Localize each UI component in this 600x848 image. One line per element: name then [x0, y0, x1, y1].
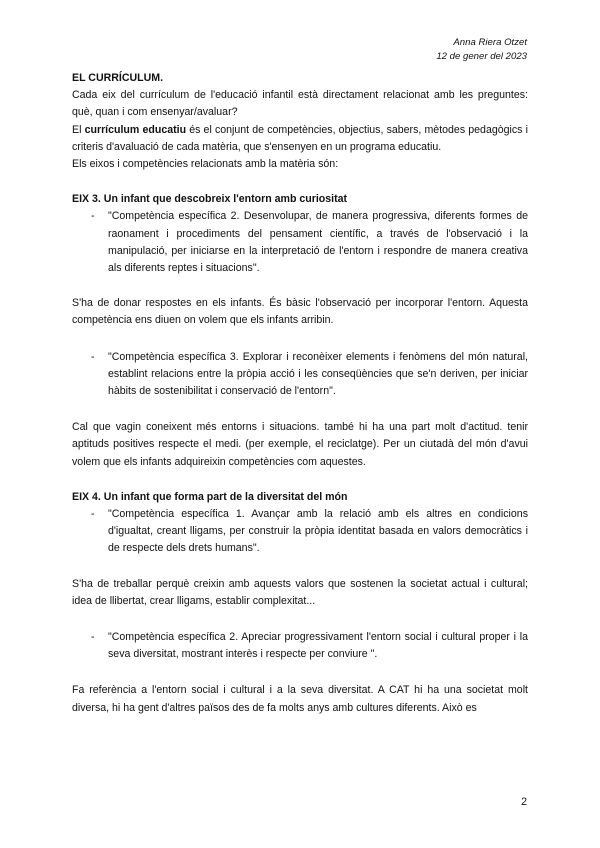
eix3-competencia-2: - "Competència específica 2. Desenvolupar, de manera progressiva, diferents formes de raonament i procediments del pensament científic, a través de l'observació i la manipulació, per iniciarse en la interpretació de l'entorn i respondre de manera creativa als diferents reptes i situacions".	[72, 208, 528, 277]
eix4-list-a	[72, 506, 528, 558]
eix3-comment-2: Cal que vagin coneixent més entorns i situacions. també hi ha una part molt d'actitud. tenir aptituds positives respecte el medi. (per exemple, el reciclatge). Per un ciutadà del món d'avui volem que els infants adquireixin competències com aquestes.	[72, 421, 528, 468]
eix4-comment-2: Fa referència a l'entorn social i cultural i a la seva diversitat. A CAT hi ha una societat molt diversa, hi ha gent d'altres països des de fa molts anys amb cultures diferents. Això es	[72, 684, 528, 714]
eix3-list-a	[72, 208, 528, 277]
spacer	[72, 173, 528, 191]
definition-paragraph	[72, 122, 528, 156]
eix3-heading: EIX 3. Un infant que descobreix l'entorn amb curiositat	[72, 193, 348, 206]
header-date: 12 de gener del 2023	[436, 51, 527, 62]
page-header	[436, 36, 527, 64]
eix4-competencia-1: - "Competència específica 1. Avançar amb la relació amb els altres en condicions d'igualtat, creant lligams, per construir la pròpia identitat basada en valors democràtics i de respecte dels drets humans".	[72, 506, 528, 558]
eixos-intro: Els eixos i competències relacionats amb la matèria són:	[72, 158, 339, 171]
definition-post: és el conjunt de competències, objectius, sabers, mètodes pedagògics i criteris d'avaluació de cada matèria, que s'ensenyen en un programa educatiu.	[72, 123, 528, 153]
eix4-comment-1: S'ha de treballar perquè creixin amb aquests valors que sostenen la societat actual i cultural; idea de llibertat, crear lligams, establir complexitat...	[72, 577, 528, 607]
spacer	[72, 400, 528, 419]
eix4-competencia-2: - "Competència específica 2. Apreciar progressivament l'entorn social i cultural proper i la seva diversitat, mostrant interès i respecte per conviure ".	[72, 629, 528, 663]
page-number: 2	[521, 796, 527, 808]
document-body	[72, 70, 528, 717]
eix3-comment-1: S'ha de donar respostes en els infants. És bàsic l'observació per incorporar l'entorn. Aquesta competència ens diuen on volem que els infants arribin.	[72, 297, 528, 327]
spacer	[72, 277, 528, 295]
document-title: EL CURRÍCULUM.	[72, 72, 164, 84]
definition-pre: El	[72, 123, 85, 136]
spacer	[72, 558, 528, 576]
eix4-list-b	[72, 629, 528, 663]
spacer	[72, 330, 528, 349]
spacer	[72, 663, 528, 682]
eix3-list-b	[72, 349, 528, 401]
author-name: Anna Riera Otzet	[453, 37, 527, 48]
eix3-competencia-3: - "Competència específica 3. Explorar i reconèixer elements i fenòmens del món natural, establint relacions entre la pròpia acció i les conseqüències que se'n deriven, per iniciar hàbits de sostenibilitat i conservació de l'entorn".	[72, 349, 528, 401]
eix4-heading: EIX 4. Un infant que forma part de la diversitat del món	[72, 490, 348, 503]
definition-term: currículum educatiu	[84, 123, 187, 136]
spacer	[72, 610, 528, 629]
intro-paragraph: Cada eix del currículum de l'educació infantil està directament relacionat amb les preguntes: què, quan i com ensenyar/avaluar?	[72, 89, 528, 119]
spacer	[72, 471, 528, 489]
